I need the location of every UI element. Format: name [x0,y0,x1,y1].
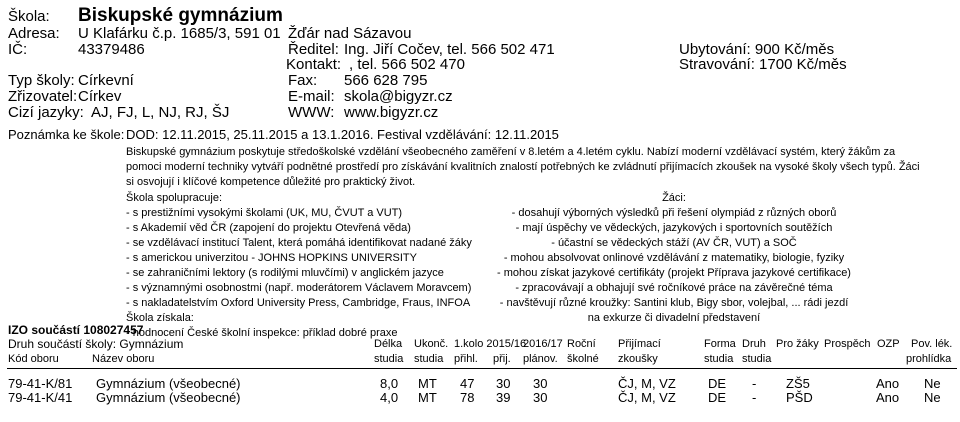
note-description [126,145,920,190]
school-label: Škola: [8,8,50,25]
col-prijimaci-header: Přijímací [618,338,661,350]
languages-label: Cizí jazyky: [8,104,84,121]
description-line: Biskupské gymnázium poskytuje středoškolské vzdělání všeobecného zaměření v 8.letém a 4.letém cyklu. Nabízí moderní vzdělávací systém, který žákům za [126,146,896,158]
email-link[interactable]: skola@bigyzr.cz [344,88,453,105]
students-list [494,191,854,326]
row-name: Gymnázium (všeobecné) [96,376,241,391]
school-name: Biskupské gymnázium [78,5,283,26]
founder-value: Církev [78,88,122,105]
col-prihl-header: přihl. [454,353,478,365]
component-type: Druh součástí školy: Gymnázium [8,337,184,351]
ic-label: IČ: [8,41,28,58]
col-zkousky-header: zkoušky [618,353,658,365]
row-planov: 30 [533,390,548,405]
accommodation-text: Ubytování: 900 Kč/měs [679,41,835,58]
row-povlek: Ne [924,390,941,405]
col-prozaky-header: Pro žáky [776,338,819,350]
students-item: - zpracovávají a obhajují své ročníkové práce na závěrečné téma [515,282,833,294]
col-ukonc-sub: studia [414,353,444,365]
director-label: Ředitel: [288,41,339,58]
boarding-text: Stravování: 1700 Kč/měs [679,56,847,73]
col-skolne-header: školné [567,353,599,365]
cooperation-item: - s americkou univerzitou - JOHNS HOPKINS UNIVERSITY [126,252,417,264]
row-delka: 4,0 [380,390,399,405]
col-prospech-header: Prospěch [824,338,871,350]
cooperation-title: Škola spolupracuje: [126,192,223,204]
row-planov: 30 [533,376,548,391]
languages-value: AJ, FJ, L, NJ, RJ, ŠJ [91,104,230,121]
contact-label: Kontakt: [286,56,342,73]
col-forma-sub: studia [704,353,734,365]
founder-label: Zřizovatel: [8,88,78,105]
row-prozaky: ZŠ5 [786,376,810,391]
row-ozp: Ano [876,376,900,391]
row-prihl: 47 [460,376,475,391]
col-2016-header: 2016/17 [523,338,563,350]
row-ukonc: MT [418,376,437,391]
cooperation-list [126,191,472,341]
city-value: Žďár nad Sázavou [288,25,412,42]
students-item: - mají úspěchy ve vědeckých, jazykových i sportovních soutěžích [515,222,833,234]
row-druh: - [752,390,757,405]
row-zkousky: ČJ, M, VZ [618,390,676,405]
izo-heading: IZO součástí 108027457 [8,323,144,337]
col-ozp-header: OZP [877,338,900,350]
www-label: WWW: [288,104,335,121]
description-line: si osvojují i klíčové kompetence důležité pro praktický život. [126,176,416,188]
col-prij-header: přij. [493,353,511,365]
col-kod-header: Kód oboru [8,353,59,365]
contact-value: , tel. 566 502 470 [349,56,465,73]
row-prij: 39 [496,390,511,405]
ic-value: 43379486 [78,41,145,58]
cooperation-item: - se vzdělávací institucí Talent, která pomáhá identifikovat nadané žáky [126,237,472,249]
row-forma: DE [708,376,727,391]
students-item: na exkurze či divadelní představení [587,312,761,324]
col-ukonc-header: Ukonč. [414,338,449,350]
row-prozaky: PŠD [786,390,813,405]
www-link[interactable]: www.bigyzr.cz [344,104,439,121]
row-prij: 30 [496,376,511,391]
col-rocni-header: Roční [567,338,596,350]
col-povlek-sub: prohlídka [906,353,952,365]
row-ukonc: MT [418,390,437,405]
row-code: 79-41-K/81 [8,376,73,391]
type-value: Církevní [78,72,134,89]
col-povlek-header: Pov. lék. [911,338,953,350]
row-forma: DE [708,390,727,405]
students-item: - mohou získat jazykové certifikáty (projekt Příprava jazykové certifikace) [497,267,851,279]
fax-value: 566 628 795 [344,72,428,89]
students-item: - navštěvují různé kroužky: Santini klub, Bigy sbor, volejbal, ... rádi jezdí [499,297,849,309]
address-value: U Klafárku č.p. 1685/3, 591 01 [78,25,281,42]
director-value: Ing. Jiří Cočev, tel. 566 502 471 [344,41,555,58]
type-label: Typ školy: [8,72,75,89]
students-title: Žáci: [662,192,686,204]
col-nazev-header: Název oboru [92,353,155,365]
col-planov-header: plánov. [523,353,558,365]
col-delka-header: Délka [374,338,403,350]
address-label: Adresa: [8,25,60,42]
row-code: 79-41-K/41 [8,390,73,405]
row-ozp: Ano [876,390,900,405]
row-zkousky: ČJ, M, VZ [618,376,676,391]
col-druh-header: Druh [742,338,766,350]
students-item: - účastní se vědeckých stáží (AV ČR, VUT) a SOČ [551,237,797,249]
col-delka-sub: studia [374,353,404,365]
note-dod: DOD: 12.11.2015, 25.11.2015 a 13.1.2016. Festival vzdělávání: 12.11.2015 [126,127,559,142]
col-druh-sub: studia [742,353,772,365]
note-label: Poznámka ke škole: [8,127,125,142]
col-kolo-header: 1.kolo 2015/16 [454,338,527,350]
students-item: - dosahují výborných výsledků při řešení olympiád z různých oborů [511,207,837,219]
acquired-item: - hodnocení České školní inspekce: příklad dobré praxe [126,327,398,339]
cooperation-item: - s významnými osobnostmi (např. moderátorem Václavem Moravcem) [126,282,472,294]
fax-label: Fax: [288,72,318,89]
col-forma-header: Forma [704,338,736,350]
students-item: - mohou absolvovat onlinové vzdělávání z matematiky, biologie, fyziky [503,252,845,264]
acquired-title: Škola získala: [126,312,194,324]
table-divider [7,368,957,369]
row-prihl: 78 [460,390,475,405]
row-name: Gymnázium (všeobecné) [96,390,241,405]
cooperation-item: - s prestižními vysokými školami (UK, MU, ČVUT a VUT) [126,207,403,219]
cooperation-item: - s Akademií věd ČR (zapojení do projektu Otevřená věda) [126,222,411,234]
row-delka: 8,0 [380,376,399,391]
row-povlek: Ne [924,376,941,391]
cooperation-item: - s nakladatelstvím Oxford University Press, Cambridge, Fraus, INFOA [126,297,471,309]
row-druh: - [752,376,757,391]
email-label: E-mail: [288,88,335,105]
description-line: pomoci moderní techniky vytváří podnětné prostředí pro získávání kvalitních znalostí potřebných ke zvládnutí přijímacích zkoušek na vysoké školy všech typů. Žáci [126,161,920,173]
cooperation-item: - se zahraničními lektory (s rodilými mluvčími) v anglickém jazyce [126,267,444,279]
